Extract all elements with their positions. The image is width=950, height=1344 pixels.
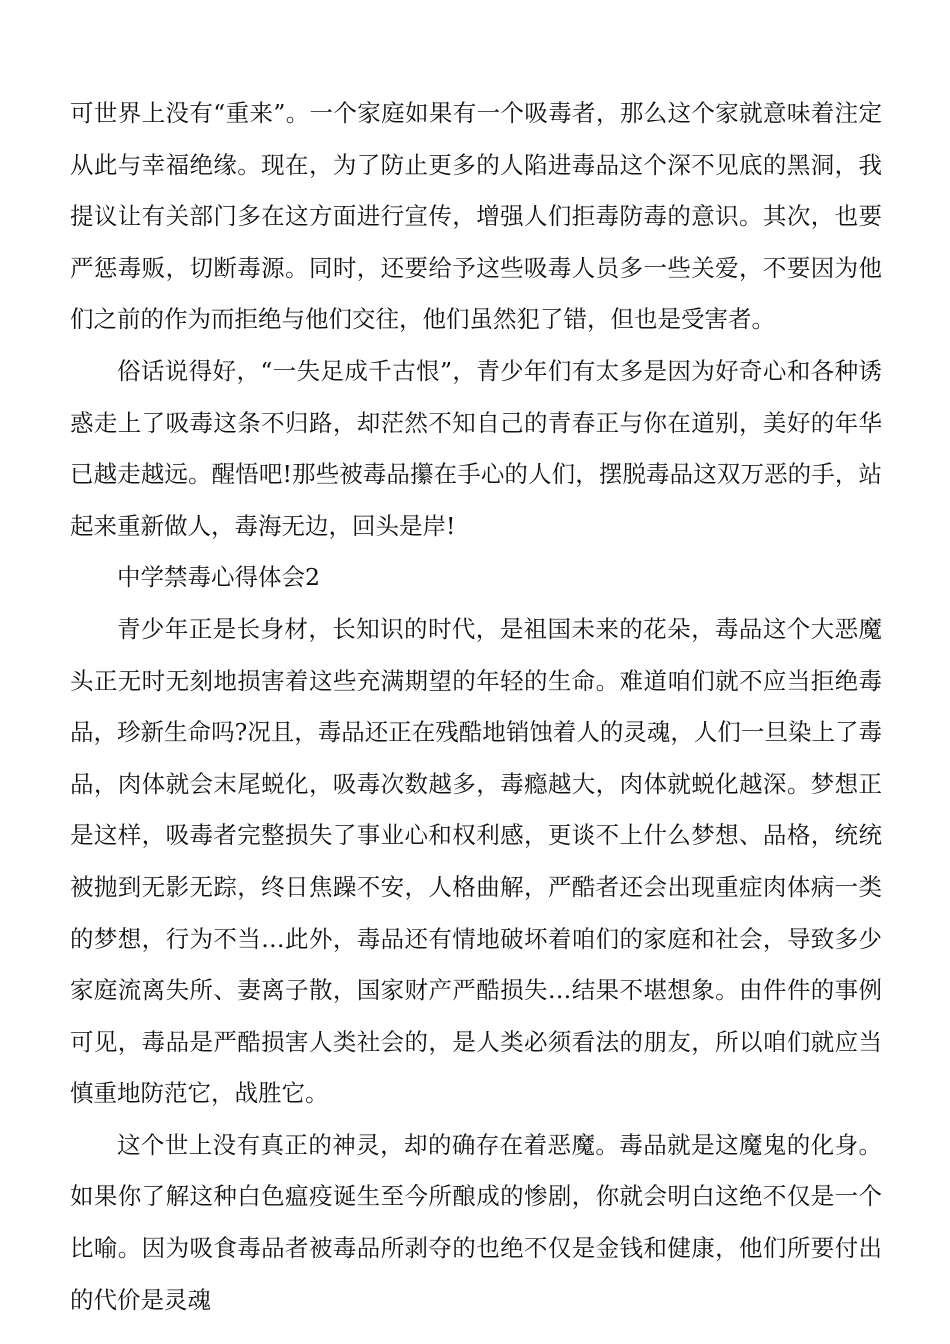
paragraph-proverb: 俗话说得好，“一失足成千古恨”，青少年们有太多是因为好奇心和各种诱惑走上了吸毒这条不归路，却茫然不知自己的青春正与你在道别，美好的年华已越走越远。醒悟吧!那些被毒品攥在手心的人们，摆脱毒品这双万恶的手，站起来重新做人，毒海无边，回头是岸! <box>70 356 882 540</box>
document-page <box>70 88 882 1326</box>
paragraph-demon: 这个世上没有真正的神灵，却的确存在着恶魔。毒品就是这魔鬼的化身。如果你了解这种白色瘟疫诞生至今所酿成的惨剧，你就会明白这绝不仅是一个比喻。因为吸食毒品者被毒品所剥夺的也绝不仅是金钱和健康，他们所要付出的代价是灵魂 <box>70 1130 882 1314</box>
paragraph-continuation: 可世界上没有“重来”。一个家庭如果有一个吸毒者，那么这个家就意味着注定从此与幸福绝缘。现在，为了防止更多的人陷进毒品这个深不见底的黑洞，我提议让有关部门多在这方面进行宣传，增强人们拒毒防毒的意识。其次，也要严惩毒贩，切断毒源。同时，还要给予这些吸毒人员多一些关爱，不要因为他们之前的作为而拒绝与他们交往，他们虽然犯了错，但也是受害者。 <box>70 99 882 334</box>
paragraph-youth: 青少年正是长身材，长知识的时代，是祖国未来的花朵，毒品这个大恶魔头正无时无刻地损害着这些充满期望的年轻的生命。难道咱们就不应当拒绝毒品，珍新生命吗?况且，毒品还正在残酷地销蚀着人的灵魂，人们一旦染上了毒品，肉体就会末尾蜕化，吸毒次数越多，毒瘾越大，肉体就蜕化越深。梦想正是这样，吸毒者完整损失了事业心和权利感，更谈不上什么梦想、品格，统统被抛到无影无踪，终日焦躁不安，人格曲解，严酷者还会出现重症肉体病一类的梦想，行为不当…此外，毒品还有情地破坏着咱们的家庭和社会，导致多少家庭流离失所、妻离子散，国家财产严酷损失…结果不堪想象。由件件的事例可见，毒品是严酷损害人类社会的，是人类必须看法的朋友，所以咱们就应当慎重地防范它，战胜它。 <box>70 614 882 1108</box>
section-heading: 中学禁毒心得体会2 <box>117 563 320 592</box>
